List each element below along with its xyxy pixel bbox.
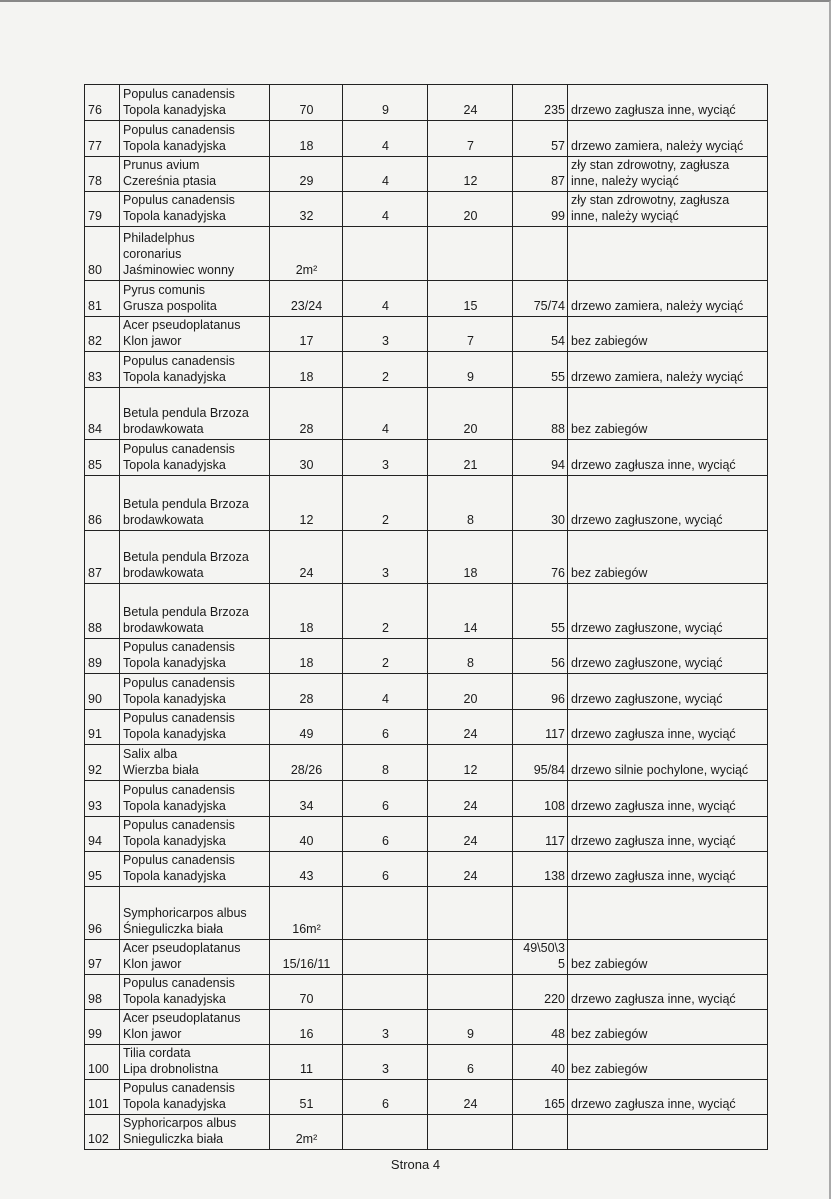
cell-recommendation: zły stan zdrowotny, zagłusza inne, należy wyciąć [568,192,768,227]
cell-recommendation: drzewo zagłusza inne, wyciąć [568,710,768,745]
table-row [85,674,768,710]
cell-species: Populus canadensis Topola kanadyjska [120,121,270,157]
cell-measure: 56 [513,639,568,674]
cell-height [428,975,513,1010]
cell-recommendation: drzewo silnie pochylone, wyciąć [568,745,768,781]
cell-number: 84 [85,388,120,440]
cell-species: Populus canadensis Topola kanadyjska [120,975,270,1010]
cell-number: 97 [85,940,120,975]
cell-number: 92 [85,745,120,781]
cell-crown: 4 [343,281,428,317]
cell-trunk-circumference: 16m² [270,887,343,940]
cell-trunk-circumference: 40 [270,817,343,852]
cell-measure: 55 [513,352,568,388]
cell-species: Populus canadensis Topola kanadyjska [120,85,270,121]
cell-number: 95 [85,852,120,887]
cell-trunk-circumference: 2m² [270,227,343,281]
cell-species: Acer pseudoplatanus Klon jawor [120,317,270,352]
cell-crown: 6 [343,710,428,745]
cell-crown: 2 [343,476,428,531]
cell-number: 79 [85,192,120,227]
cell-recommendation: drzewo zagłusza inne, wyciąć [568,1080,768,1115]
cell-crown [343,975,428,1010]
cell-number: 80 [85,227,120,281]
table-body [85,85,768,1150]
cell-species: Philadelphus coronarius Jaśminowiec wonny [120,227,270,281]
cell-measure: 99 [513,192,568,227]
cell-height: 12 [428,157,513,192]
cell-crown [343,940,428,975]
cell-crown: 3 [343,317,428,352]
cell-height [428,887,513,940]
cell-trunk-circumference: 15/16/11 [270,940,343,975]
cell-species: Salix alba Wierzba biała [120,745,270,781]
cell-number: 98 [85,975,120,1010]
cell-trunk-circumference: 70 [270,85,343,121]
cell-crown [343,227,428,281]
cell-species: Betula pendula Brzoza brodawkowata [120,531,270,584]
cell-species: Betula pendula Brzoza brodawkowata [120,584,270,639]
cell-species: Syphoricarpos albus Snieguliczka biała [120,1115,270,1150]
cell-recommendation: drzewo zagłusza inne, wyciąć [568,85,768,121]
cell-measure: 117 [513,710,568,745]
table-row [85,887,768,940]
cell-measure: 96 [513,674,568,710]
cell-recommendation: drzewo zagłusza inne, wyciąć [568,781,768,817]
table-row [85,1045,768,1080]
cell-species: Prunus avium Czereśnia ptasia [120,157,270,192]
table-row [85,1010,768,1045]
cell-crown: 4 [343,157,428,192]
table-row [85,121,768,157]
cell-crown: 6 [343,817,428,852]
cell-number: 85 [85,440,120,476]
cell-height: 24 [428,710,513,745]
cell-number: 76 [85,85,120,121]
table-row [85,85,768,121]
cell-trunk-circumference: 2m² [270,1115,343,1150]
cell-crown: 3 [343,1045,428,1080]
cell-species: Populus canadensis Topola kanadyjska [120,440,270,476]
cell-species: Populus canadensis Topola kanadyjska [120,674,270,710]
table-row [85,639,768,674]
cell-height [428,1115,513,1150]
cell-recommendation: bez zabiegów [568,317,768,352]
cell-number: 81 [85,281,120,317]
cell-height: 12 [428,745,513,781]
cell-recommendation: bez zabiegów [568,388,768,440]
cell-number: 86 [85,476,120,531]
cell-trunk-circumference: 32 [270,192,343,227]
cell-height: 7 [428,317,513,352]
cell-crown: 2 [343,584,428,639]
cell-measure: 108 [513,781,568,817]
cell-species: Symphoricarpos albus Śnieguliczka biała [120,887,270,940]
cell-trunk-circumference: 70 [270,975,343,1010]
cell-height: 24 [428,852,513,887]
cell-trunk-circumference: 24 [270,531,343,584]
cell-crown: 3 [343,1010,428,1045]
cell-crown: 9 [343,85,428,121]
cell-trunk-circumference: 12 [270,476,343,531]
cell-trunk-circumference: 16 [270,1010,343,1045]
cell-crown [343,887,428,940]
cell-crown: 2 [343,639,428,674]
cell-height: 18 [428,531,513,584]
cell-trunk-circumference: 51 [270,1080,343,1115]
cell-measure: 220 [513,975,568,1010]
cell-crown: 4 [343,674,428,710]
cell-height: 8 [428,639,513,674]
cell-measure: 138 [513,852,568,887]
cell-number: 96 [85,887,120,940]
cell-crown: 4 [343,192,428,227]
cell-recommendation: drzewo zagłuszone, wyciąć [568,674,768,710]
cell-number: 83 [85,352,120,388]
cell-height: 14 [428,584,513,639]
cell-measure: 49\50\3 5 [513,940,568,975]
table-row [85,1080,768,1115]
cell-crown: 2 [343,352,428,388]
cell-number: 89 [85,639,120,674]
cell-trunk-circumference: 34 [270,781,343,817]
table-row [85,940,768,975]
cell-height: 9 [428,352,513,388]
cell-height: 24 [428,817,513,852]
cell-height: 24 [428,781,513,817]
cell-number: 100 [85,1045,120,1080]
cell-species: Betula pendula Brzoza brodawkowata [120,388,270,440]
cell-crown: 6 [343,781,428,817]
cell-measure: 30 [513,476,568,531]
cell-measure: 87 [513,157,568,192]
cell-recommendation: drzewo zagłuszone, wyciąć [568,584,768,639]
cell-recommendation: bez zabiegów [568,1045,768,1080]
cell-crown: 4 [343,121,428,157]
page-number: Strona 4 [390,1157,441,1172]
cell-height: 21 [428,440,513,476]
table-row [85,781,768,817]
cell-measure: 165 [513,1080,568,1115]
table-row [85,352,768,388]
cell-crown: 6 [343,852,428,887]
cell-height: 9 [428,1010,513,1045]
cell-recommendation: drzewo zagłusza inne, wyciąć [568,440,768,476]
cell-measure: 88 [513,388,568,440]
cell-species: Populus canadensis Topola kanadyjska [120,192,270,227]
cell-recommendation [568,227,768,281]
cell-crown: 4 [343,388,428,440]
cell-recommendation: drzewo zagłuszone, wyciąć [568,639,768,674]
cell-number: 101 [85,1080,120,1115]
cell-species: Betula pendula Brzoza brodawkowata [120,476,270,531]
cell-recommendation: zły stan zdrowotny, zagłusza inne, należy wyciąć [568,157,768,192]
cell-recommendation: drzewo zamiera, należy wyciąć [568,281,768,317]
cell-height: 7 [428,121,513,157]
cell-height [428,940,513,975]
table-row [85,281,768,317]
table-row [85,388,768,440]
table-row [85,192,768,227]
cell-recommendation: drzewo zagłusza inne, wyciąć [568,817,768,852]
cell-species: Acer pseudoplatanus Klon jawor [120,1010,270,1045]
cell-height [428,227,513,281]
cell-recommendation: drzewo zagłusza inne, wyciąć [568,852,768,887]
table-row [85,440,768,476]
cell-measure: 76 [513,531,568,584]
cell-measure: 94 [513,440,568,476]
cell-species: Populus canadensis Topola kanadyjska [120,817,270,852]
cell-measure: 55 [513,584,568,639]
cell-recommendation [568,887,768,940]
cell-species: Tilia cordata Lipa drobnolistna [120,1045,270,1080]
cell-crown [343,1115,428,1150]
cell-number: 102 [85,1115,120,1150]
cell-measure [513,887,568,940]
cell-species: Populus canadensis Topola kanadyjska [120,852,270,887]
cell-height: 24 [428,1080,513,1115]
cell-measure: 54 [513,317,568,352]
cell-trunk-circumference: 17 [270,317,343,352]
cell-trunk-circumference: 49 [270,710,343,745]
cell-species: Populus canadensis Topola kanadyjska [120,1080,270,1115]
cell-species: Populus canadensis Topola kanadyjska [120,352,270,388]
cell-number: 90 [85,674,120,710]
cell-number: 94 [85,817,120,852]
cell-trunk-circumference: 18 [270,639,343,674]
cell-measure: 48 [513,1010,568,1045]
table-row [85,317,768,352]
cell-recommendation [568,1115,768,1150]
cell-number: 93 [85,781,120,817]
table-row [85,975,768,1010]
cell-trunk-circumference: 28/26 [270,745,343,781]
cell-trunk-circumference: 11 [270,1045,343,1080]
table-row [85,710,768,745]
cell-measure: 235 [513,85,568,121]
cell-height: 8 [428,476,513,531]
cell-trunk-circumference: 30 [270,440,343,476]
cell-recommendation: bez zabiegów [568,1010,768,1045]
cell-height: 20 [428,192,513,227]
cell-recommendation: drzewo zamiera, należy wyciąć [568,352,768,388]
cell-trunk-circumference: 18 [270,352,343,388]
cell-trunk-circumference: 29 [270,157,343,192]
cell-recommendation: drzewo zagłusza inne, wyciąć [568,975,768,1010]
cell-species: Acer pseudoplatanus Klon jawor [120,940,270,975]
cell-species: Pyrus comunis Grusza pospolita [120,281,270,317]
tree-inventory-table [84,84,768,1150]
cell-measure: 40 [513,1045,568,1080]
cell-number: 91 [85,710,120,745]
cell-crown: 6 [343,1080,428,1115]
cell-recommendation: drzewo zamiera, należy wyciąć [568,121,768,157]
table-row [85,531,768,584]
table-row [85,1115,768,1150]
cell-crown: 3 [343,440,428,476]
cell-measure: 57 [513,121,568,157]
cell-height: 6 [428,1045,513,1080]
cell-number: 82 [85,317,120,352]
cell-species: Populus canadensis Topola kanadyjska [120,710,270,745]
cell-number: 77 [85,121,120,157]
cell-measure: 95/84 [513,745,568,781]
cell-measure: 75/74 [513,281,568,317]
cell-height: 20 [428,388,513,440]
cell-trunk-circumference: 23/24 [270,281,343,317]
cell-number: 99 [85,1010,120,1045]
cell-species: Populus canadensis Topola kanadyjska [120,639,270,674]
cell-height: 24 [428,85,513,121]
cell-height: 20 [428,674,513,710]
table-row [85,476,768,531]
cell-trunk-circumference: 18 [270,121,343,157]
cell-number: 87 [85,531,120,584]
table-row [85,852,768,887]
cell-trunk-circumference: 43 [270,852,343,887]
cell-species: Populus canadensis Topola kanadyjska [120,781,270,817]
cell-trunk-circumference: 28 [270,674,343,710]
cell-crown: 8 [343,745,428,781]
table-row [85,157,768,192]
cell-recommendation: drzewo zagłuszone, wyciąć [568,476,768,531]
table-row [85,817,768,852]
cell-number: 88 [85,584,120,639]
table-row [85,745,768,781]
cell-measure [513,1115,568,1150]
cell-measure [513,227,568,281]
cell-trunk-circumference: 18 [270,584,343,639]
cell-measure: 117 [513,817,568,852]
cell-height: 15 [428,281,513,317]
cell-recommendation: bez zabiegów [568,531,768,584]
cell-number: 78 [85,157,120,192]
cell-recommendation: bez zabiegów [568,940,768,975]
table-row [85,584,768,639]
cell-crown: 3 [343,531,428,584]
cell-trunk-circumference: 28 [270,388,343,440]
table-row [85,227,768,281]
